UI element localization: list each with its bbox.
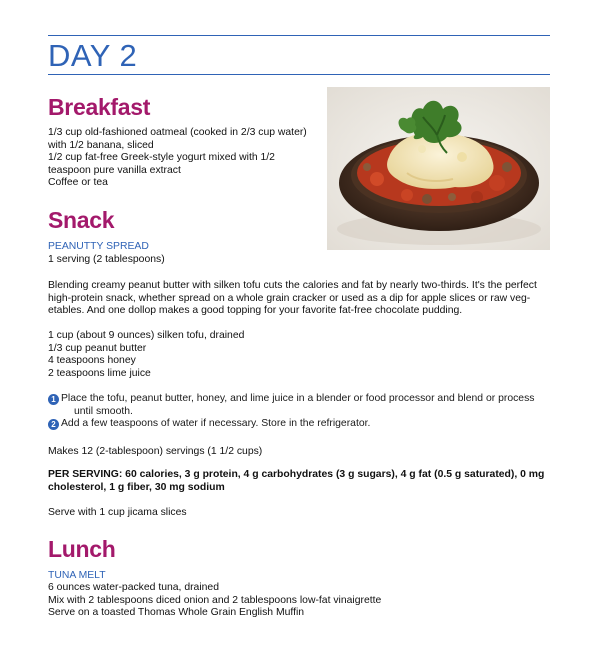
breakfast-line: with 1/2 banana, sliced [48,139,154,151]
snack-steps [48,393,558,431]
step-1 [48,393,558,418]
breakfast-menu [48,127,338,190]
nutrition-line: cholesterol, 1 g fiber, 30 mg sodium [48,481,225,493]
nutrition-line: PER SERVING: 60 calories, 3 g protein, 4 g carbohydrates (3 g sugars), 4 g fat (0.5 g saturated), 0 mg [48,469,545,480]
ingredient-line: 4 teaspoons honey [48,355,136,367]
snack-recipe-name: PEANUTTY SPREAD [48,241,149,252]
nutrition-info [48,469,558,494]
breakfast-heading: Breakfast [48,94,151,120]
snack-ingredients [48,330,244,380]
stuffed-mushroom-photo [327,87,550,250]
step-text: Add a few teaspoons of water if necessary. Store in the refrigerator. [61,418,371,430]
lunch-menu [48,582,381,620]
step-number-badge: 1 [48,394,59,405]
breakfast-line: 1/2 cup fat-free Greek-style yogurt mixed with 1/2 [48,152,275,164]
snack-description [48,280,558,318]
ingredient-line: 1 cup (about 9 ounces) silken tofu, drained [48,330,245,341]
description-line: etables. And one dollop makes a good topping for your favorite fat-free chocolate pudding. [48,305,463,317]
step-text-continued: until smooth. [74,405,133,417]
step-text: Place the tofu, peanut butter, honey, and lime juice in a blender or food processor and blend or process [61,393,535,404]
day-title: DAY 2 [48,38,138,73]
snack-yield: Makes 12 (2-tablespoon) servings (1 1/2 cups) [48,446,263,457]
ingredient-line: 1/3 cup peanut butter [48,342,147,354]
breakfast-line: 1/3 cup old-fashioned oatmeal (cooked in 2/3 cup water) [48,127,307,138]
ingredient-line: 2 teaspoons lime juice [48,367,151,379]
title-underline [48,74,550,75]
step-number-badge: 2 [48,419,59,430]
breakfast-line: teaspoon pure vanilla extract [48,164,181,176]
snack-serving: 1 serving (2 tablespoons) [48,254,165,265]
breakfast-line: Coffee or tea [48,177,108,189]
description-line: Blending creamy peanut butter with silken tofu cuts the calories and fat by nearly two-thirds. It's the perfect [48,280,537,291]
lunch-recipe-name: TUNA MELT [48,570,106,581]
step-2 [48,418,558,431]
lunch-line: Mix with 2 tablespoons diced onion and 2 tablespoons low-fat vinaigrette [48,594,382,606]
top-rule [48,35,550,36]
serve-with-note: Serve with 1 cup jicama slices [48,507,187,518]
lunch-heading: Lunch [48,536,116,562]
snack-heading: Snack [48,207,115,233]
lunch-line: Serve on a toasted Thomas Whole Grain English Muffin [48,607,305,619]
description-line: high-protein snack, whether spread on a whole grain cracker or used as a dip for apple slices or raw veg- [48,292,531,304]
lunch-line: 6 ounces water-packed tuna, drained [48,582,219,593]
